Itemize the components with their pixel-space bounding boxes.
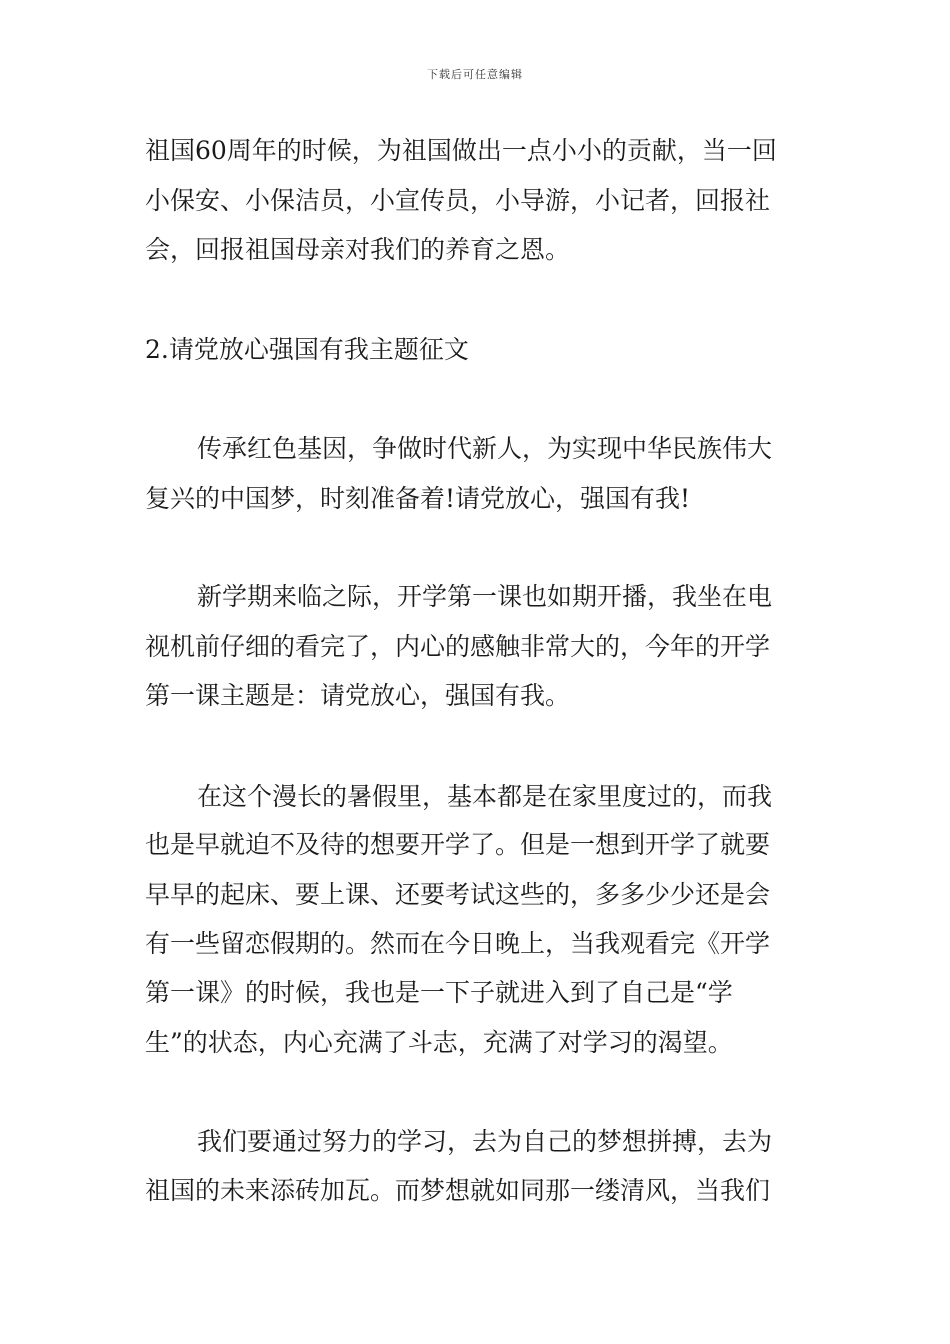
text-line: 在这个漫长的暑假里，基本都是在家里度过的，而我	[197, 782, 773, 811]
text-line: 早早的起床、要上课、还要考试这些的，多多少少还是会	[145, 880, 771, 909]
section-heading: 2.请党放心强国有我主题征文	[145, 335, 469, 364]
text-line: 生”的状态，内心充满了斗志，充满了对学习的渴望。	[145, 1028, 733, 1057]
text-line: 传承红色基因，争做时代新人，为实现中华民族伟大	[197, 434, 773, 463]
text-line: 第一课》的时候，我也是一下子就进入到了自己是“学	[145, 978, 733, 1007]
text-line: 新学期来临之际，开学第一课也如期开播，我坐在电	[197, 582, 773, 611]
text-line: 小保安、小保洁员，小宣传员，小导游，小记者，回报社	[145, 186, 771, 215]
page-header: 下载后可任意编辑	[427, 68, 523, 81]
text-line: 复兴的中国梦，时刻准备着!请党放心，强国有我!	[145, 484, 691, 513]
text-line: 视机前仔细的看完了，内心的感触非常大的，今年的开学	[145, 632, 771, 661]
text-line: 我们要通过努力的学习，去为自己的梦想拼搏，去为	[197, 1127, 773, 1156]
text-line: 有一些留恋假期的。然而在今日晚上，当我观看完《开学	[145, 929, 771, 958]
text-line: 祖国60周年的时候，为祖国做出一点小小的贡献，当一回	[145, 136, 777, 165]
text-line: 第一课主题是：请党放心，强国有我。	[145, 681, 571, 710]
text-line: 也是早就迫不及待的想要开学了。但是一想到开学了就要	[145, 830, 771, 859]
text-line: 会，回报祖国母亲对我们的养育之恩。	[145, 235, 571, 264]
text-line: 祖国的未来添砖加瓦。而梦想就如同那一缕清风，当我们	[145, 1176, 771, 1205]
